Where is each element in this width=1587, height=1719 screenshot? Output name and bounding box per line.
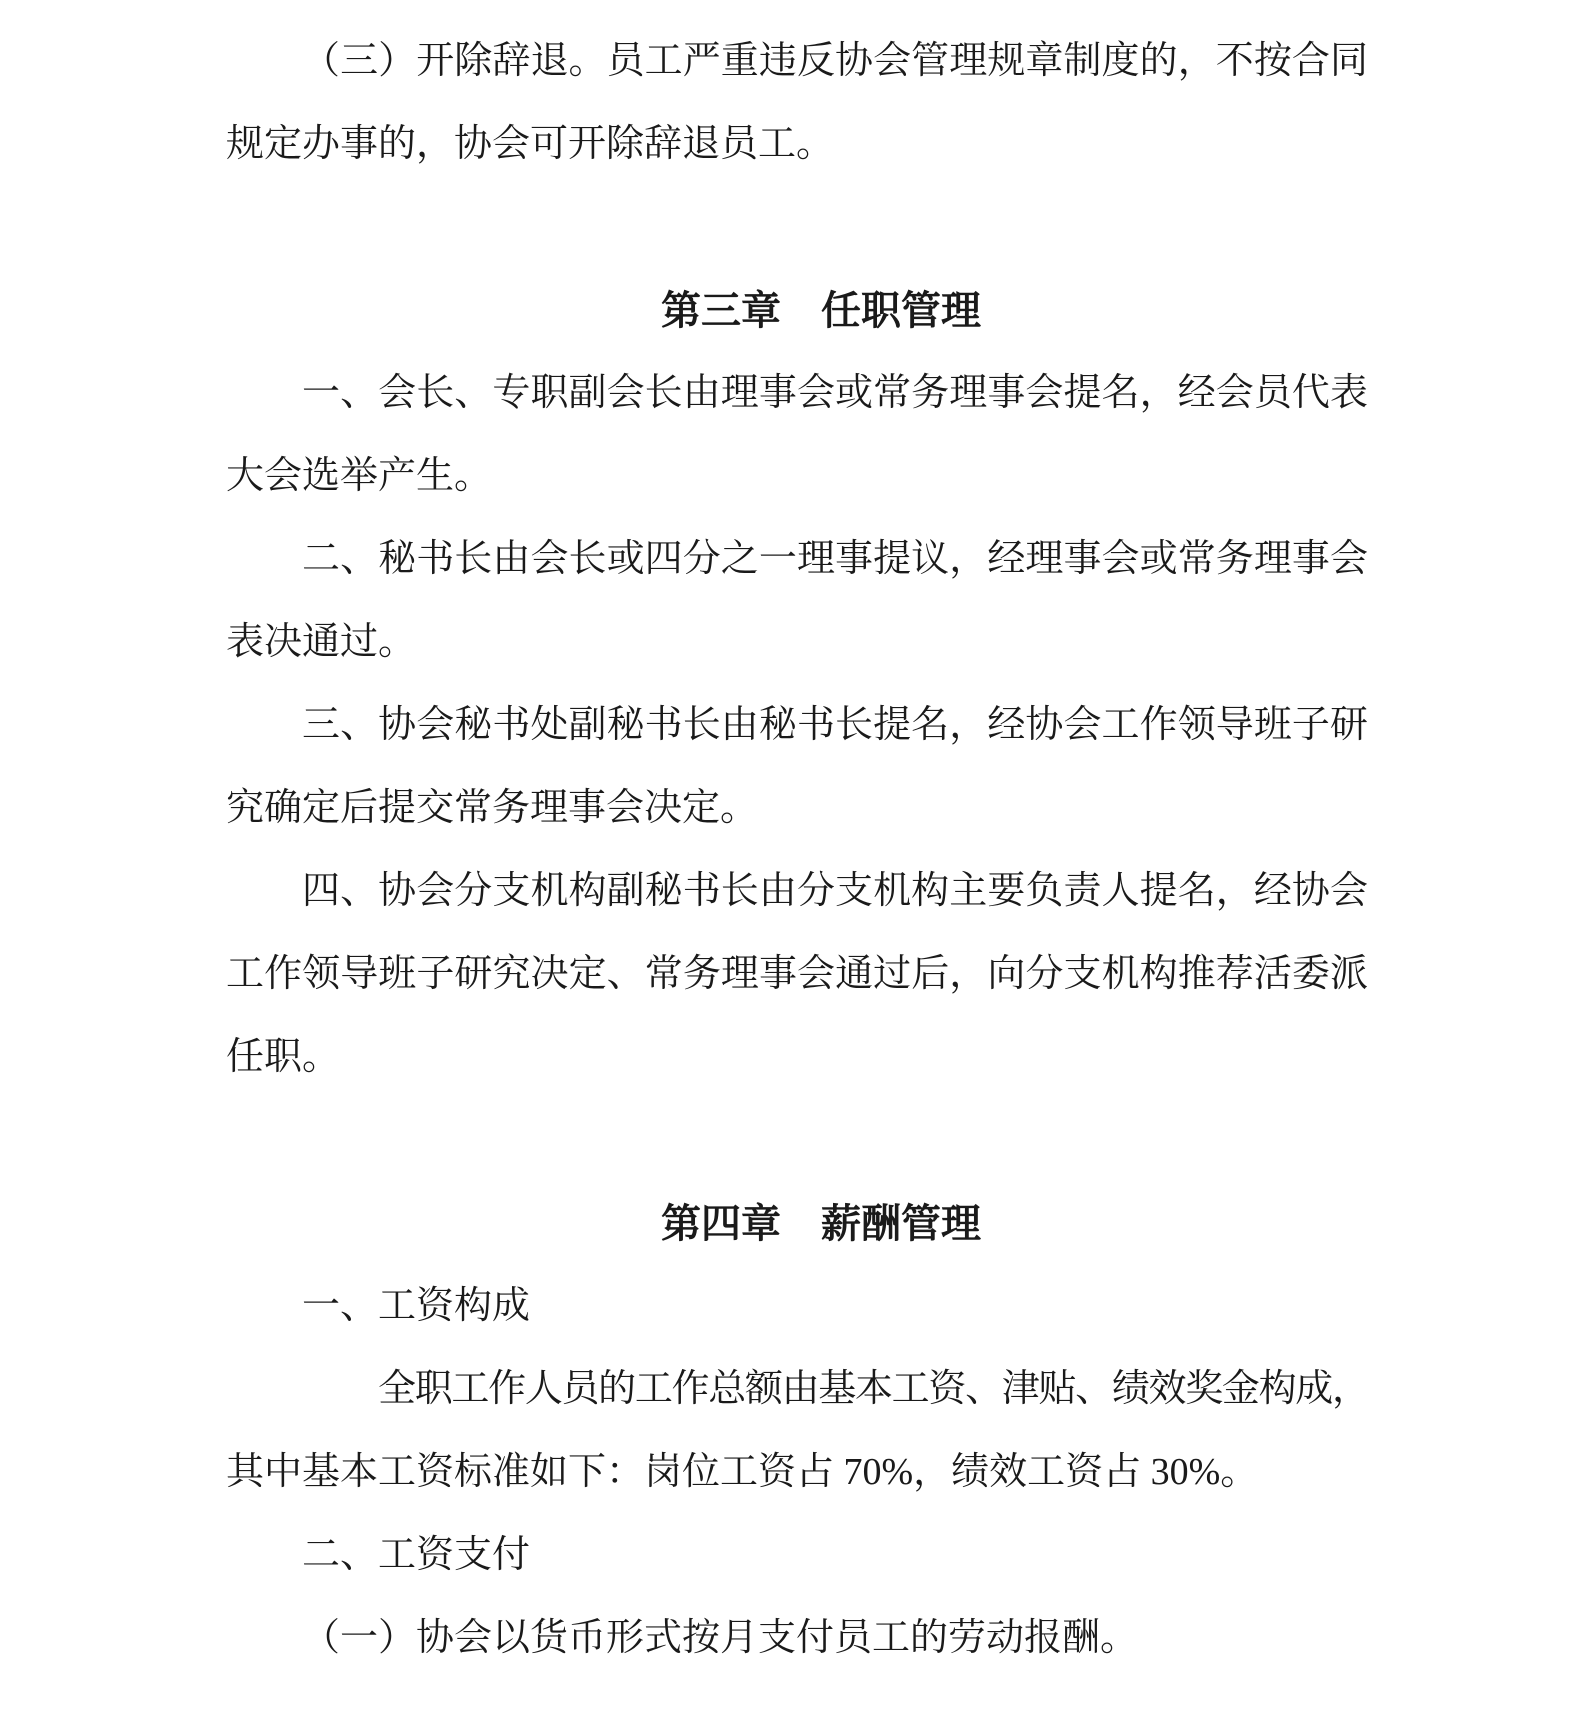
text-line: （三）开除辞退。员工严重违反协会管理规章制度的，不按合同 — [302, 40, 1368, 82]
text-line: 工作领导班子研究决定、常务理事会通过后，向分支机构推荐活委派 — [226, 953, 1368, 995]
text-line: 任职。 — [226, 1036, 341, 1078]
text-line: 三、协会秘书处副秘书长由秘书长提名，经协会工作领导班子研 — [302, 704, 1368, 746]
text-line: （一）协会以货币形式按月支付员工的劳动报酬。 — [302, 1617, 1139, 1659]
text-line: 其中基本工资标准如下：岗位工资占 70%，绩效工资占 30%。 — [226, 1451, 1259, 1493]
text-line: 究确定后提交常务理事会决定。 — [226, 787, 759, 829]
text-line: 四、协会分支机构副秘书长由分支机构主要负责人提名，经协会 — [302, 870, 1368, 912]
text-line: 一、会长、专职副会长由理事会或常务理事会提名，经会员代表 — [302, 372, 1368, 414]
text-line: 一、工资构成 — [302, 1285, 531, 1327]
blank-line — [226, 1099, 1368, 1182]
chapter-heading: 第三章 任职管理 — [661, 288, 981, 333]
text-line: 规定办事的，协会可开除辞退员工。 — [226, 123, 835, 165]
text-line: 大会选举产生。 — [226, 455, 493, 497]
text-line: 全职工作人员的工作总额由基本工资、津贴、绩效奖金构成， — [378, 1368, 1368, 1410]
blank-line — [226, 186, 1368, 269]
text-line: 二、工资支付 — [302, 1534, 531, 1576]
text-line: 表决通过。 — [226, 621, 417, 663]
text-line: 二、秘书长由会长或四分之一理事提议，经理事会或常务理事会 — [302, 538, 1368, 580]
chapter-heading: 第四章 薪酬管理 — [661, 1201, 981, 1246]
